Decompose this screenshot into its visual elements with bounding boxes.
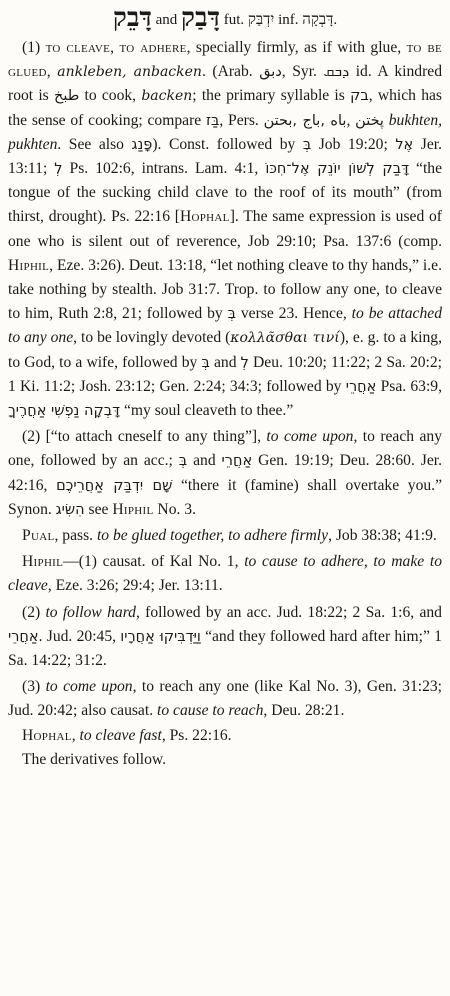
text-run: (2) [22, 603, 46, 621]
small-caps-term: Hophal [179, 208, 230, 226]
text-run: , [71, 726, 80, 744]
hebrew-text: הִשִּׂיג [55, 501, 85, 518]
hiphil-sense-2-paragraph [8, 601, 442, 674]
text-run: ), e. g. to a king, to God, to a wife, followed by [8, 329, 442, 371]
text-run: , followed by an acc. Jud. 18:22; 2 Sa. 1:6, and [135, 603, 442, 621]
italic-gloss: to be attached to any one [8, 305, 442, 347]
headword-end: . [333, 12, 338, 28]
text-run: ). Const. followed by [152, 135, 303, 153]
small-caps-term: to be glued [8, 39, 442, 81]
text-run: , Pers. [219, 111, 264, 129]
hebrew-text: בַּז [205, 112, 220, 129]
text-run: “my soul cleaveth to thee.” [120, 402, 294, 420]
blackletter-german: backen [141, 88, 193, 105]
hebrew-text: לְ [54, 161, 63, 178]
hebrew-text: אַחֲרֵי [345, 378, 377, 395]
hebrew-text: אֶל [395, 136, 414, 153]
text-run: , pass. [54, 527, 97, 545]
italic-gloss: to be glued together, to adhere firmly [96, 527, 329, 545]
text-run: The derivatives follow. [22, 750, 167, 768]
text-run: . See also [57, 135, 132, 153]
italic-gloss: to cause to adhere, to make to cleave [8, 553, 443, 595]
semitic-text: ܕܒܩ [323, 64, 350, 81]
text-run: , [346, 111, 356, 129]
semitic-text: باه ,باج ,بحتن [263, 112, 347, 129]
hebrew-text: בְּ [201, 354, 210, 371]
hophal-paragraph [8, 724, 442, 748]
small-caps-term: to cleave [45, 39, 111, 56]
text-run: (2) [“to attach cneself to any thing”], [22, 428, 267, 446]
text-run: “there it (famine) shall overtake you.” Synon. [8, 476, 442, 518]
text-run: id. A kindred root is [8, 63, 442, 105]
text-run: , specially firmly, as if with glue, [186, 39, 407, 56]
future-form: יִדְבַּק [247, 12, 275, 28]
text-run: to cook, [79, 87, 142, 105]
text-run: , Eze. 3:26; 29:4; Jer. 13:11. [47, 577, 223, 595]
text-run: ]. The same expression is used of one who is silent out of reverence, Job 29:10; Psa. 137:6 (comp. [8, 208, 442, 250]
text-run: (3) [22, 678, 46, 696]
hebrew-text: בְּ [178, 453, 188, 470]
semitic-text: طبخ [53, 88, 80, 105]
text-run: see [84, 500, 113, 518]
hebrew-text: שָׁם יִדְבַּק אַחֲרֵיכֶם [56, 477, 173, 494]
hiphil-sense-1-paragraph [8, 550, 442, 598]
text-run: —(1) causat. of Kal No. 1, [63, 553, 245, 571]
small-caps-term: Hophal [22, 726, 72, 744]
text-run: Gen. 19:19; Deu. 28:60. Jer. 42:16, [8, 452, 443, 494]
text-run: (1) [22, 39, 46, 56]
greek-text: κολλᾶσθαι τινί [230, 330, 340, 347]
infinitive-label: inf. [278, 12, 299, 28]
text-run: “and they followed hard after him;” 1 Sa. 14:22; 31:2. [8, 627, 442, 670]
text-run: , Deu. 28:21. [263, 702, 345, 720]
text-run: , Eze. 3:26). Deut. 13:18, “let nothing cleave to thy hands,” i.e. take nothing by stealth. Job 31:7. Trop. to follow any one, to cleave to him, Ruth 2:8, 21; followed by [8, 256, 442, 323]
text-run: , Ps. 22:16. [161, 726, 232, 744]
text-run: , to reach any one, followed by an acc.; [8, 428, 443, 470]
italic-gloss: to cleave fast [79, 726, 162, 744]
small-caps-term: Hiphil [8, 256, 50, 274]
text-run: , [46, 63, 58, 81]
hebrew-text: דָּבַק לְשׁוֹן יוֹנֵק אֶל־חִכּוֹ [265, 161, 410, 178]
headword-conjunction: and [155, 12, 178, 28]
pual-paragraph [8, 524, 442, 548]
italic-gloss: to come upon [45, 678, 133, 696]
entry-headword [8, 4, 442, 34]
text-run: , which has the sense of cooking; compare [8, 87, 442, 129]
hebrew-text: בְּ [227, 306, 236, 323]
hiphil-sense-3-paragraph [8, 675, 442, 723]
text-run: Psa. 63:9, [376, 377, 443, 395]
headword-primary: דָּבֵק [112, 3, 152, 32]
hebrew-text: אַחֲרֵי [221, 453, 253, 470]
italic-gloss: bukhten, pukhten [8, 111, 443, 153]
small-caps-term: Hiphil [22, 553, 64, 571]
semitic-text: دبق [259, 64, 282, 81]
hebrew-text: לְ [240, 354, 249, 371]
text-run: , to be lovingly devoted ( [73, 329, 231, 347]
text-run: Ps. 102:6, intrans. Lam. 4:1, [62, 160, 266, 178]
text-run: Job 19:20; [311, 135, 396, 153]
italic-gloss: to come upon [266, 428, 354, 446]
derivatives-note [8, 748, 442, 772]
semitic-text: پختن [355, 112, 384, 129]
text-run: Jer. 13:11; [8, 135, 442, 178]
small-caps-term: to adhere [119, 39, 187, 56]
text-run: . (Arab. [201, 63, 260, 81]
hebrew-text: בְּ [302, 136, 312, 153]
sense-1-paragraph [8, 36, 442, 423]
infinitive-form: דָּבְקָה [302, 12, 334, 28]
hebrew-text: וַיַּדְבִּיקוּ אַחֲרָיו [120, 628, 201, 645]
text-run: . Jud. 20:45, [38, 627, 121, 645]
italic-gloss: to cause to reach [157, 702, 264, 720]
future-label: fut. [223, 12, 245, 28]
small-caps-term: Hiphil [112, 500, 154, 518]
hebrew-text: דָּבְקָה נַפְשִׁי אַחֲרֶיךָ [8, 403, 121, 420]
text-run: and [187, 452, 222, 470]
text-run: No. 3. [153, 500, 196, 518]
text-run: , Syr. [281, 63, 324, 81]
hebrew-text: בק [350, 88, 369, 105]
text-run: verse 23. Hence, [236, 305, 352, 323]
text-run: and [209, 353, 241, 371]
blackletter-german: ankleben, anbacken [57, 64, 202, 81]
sense-2-paragraph [8, 425, 442, 522]
hebrew-text: אַחֲרֵי [8, 628, 39, 645]
headword-secondary: דָּבַק [181, 3, 220, 32]
text-run: ; the primary syllable is [192, 87, 351, 105]
hebrew-text: פָּנַג [131, 136, 153, 153]
text-run: Deu. 10:20; 11:22; 2 Sa. 20:2; 1 Ki. 11:2; Josh. 23:12; Gen. 2:24; 34:3; followed by [8, 353, 443, 395]
text-run: “the tongue of the sucking child clave to the roof of its mouth” (from thirst, drought). Ps. 22:16 [ [8, 160, 443, 226]
text-run: , Job 38:38; 41:9. [328, 527, 437, 545]
italic-gloss: to follow hard [45, 603, 136, 621]
text-run: , [110, 39, 120, 56]
small-caps-term: Pual [22, 527, 55, 545]
text-run: , to reach any one (like Kal No. 3), Gen. 31:23; Jud. 20:42; also causat. [8, 678, 442, 720]
